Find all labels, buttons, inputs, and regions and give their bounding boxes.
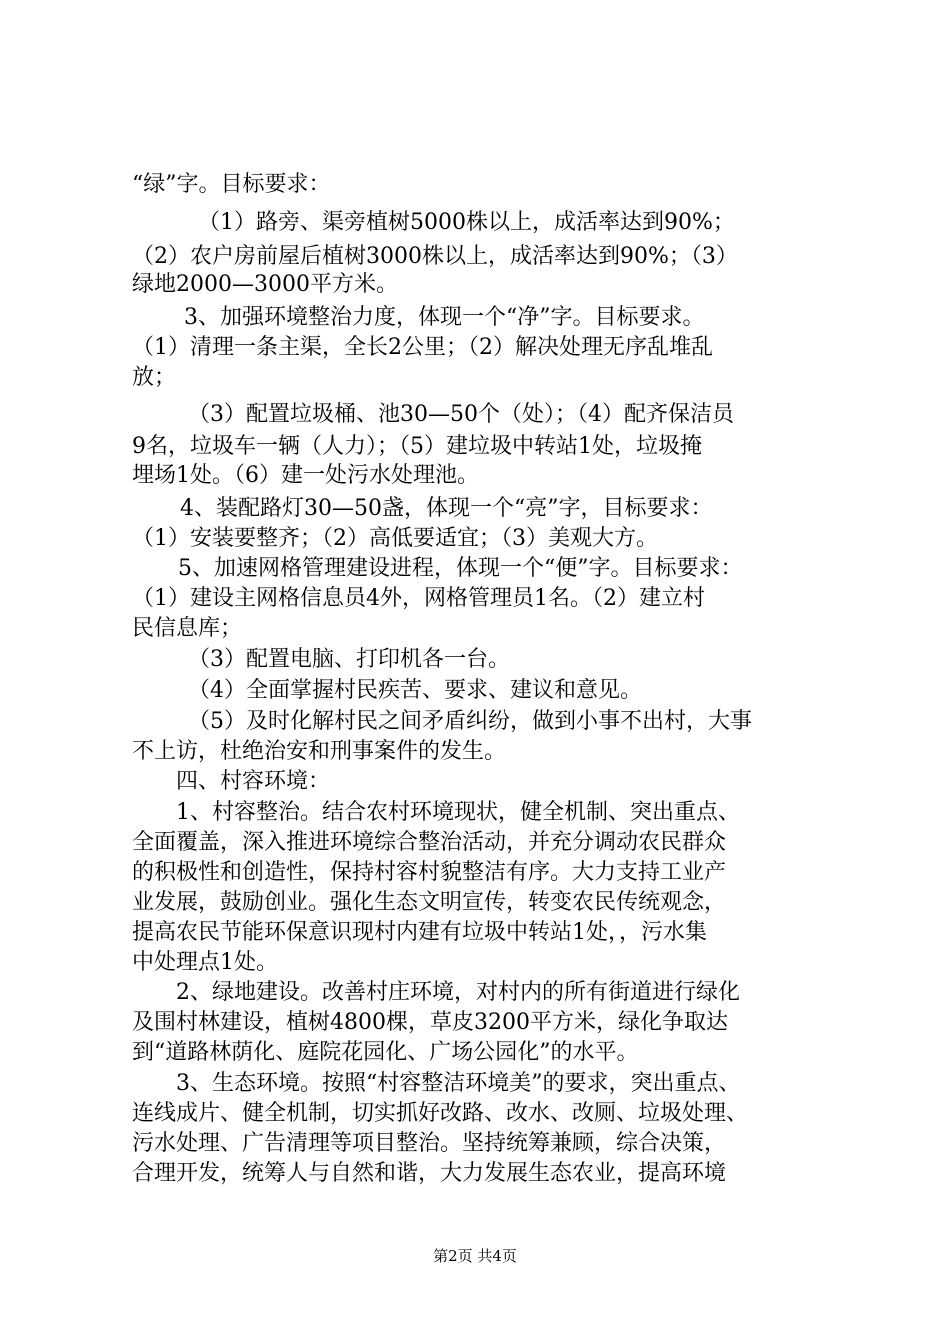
text-line: （3）配置电脑、打印机各一台。 bbox=[188, 647, 510, 672]
text-line: 合理开发，统筹人与自然和谐，大力发展生态农业，提高环境 bbox=[132, 1161, 727, 1186]
text-line: 到“道路林荫化、庭院花园化、广场公园化”的水平。 bbox=[132, 1040, 639, 1065]
text-line: 全面覆盖，深入推进环境综合整治活动，并充分调动农民群众 bbox=[132, 830, 727, 855]
text-line: 不上访，杜绝治安和刑事案件的发生。 bbox=[132, 739, 507, 764]
text-line: 业发展，鼓励创业。强化生态文明宣传，转变农民传统观念， bbox=[132, 890, 727, 915]
text-line: 污水处理、广告清理等项目整治。坚持统筹兼顾，综合决策， bbox=[132, 1131, 727, 1156]
text-line: （2）农户房前屋后植树3000株以上，成活率达到90%；（3） bbox=[132, 244, 738, 269]
text-line: 连线成片、健全机制，切实抓好改路、改水、改厕、垃圾处理、 bbox=[132, 1101, 749, 1126]
text-line: 中处理点1处。 bbox=[132, 950, 278, 975]
text-line: （1）建设主网格信息员4外，网格管理员1名。（2）建立村 bbox=[132, 586, 705, 611]
text-line: 4、装配路灯30—50盏，体现一个“亮”字，目标要求： bbox=[180, 496, 713, 521]
text-line: 埋场1处。（6）建一处污水处理池。 bbox=[132, 463, 479, 488]
text-line: 绿地2000—3000平方米。 bbox=[132, 272, 398, 297]
text-line: 提高农民节能环保意识现村内建有垃圾中转站1处，，污水集 bbox=[132, 920, 707, 945]
text-line: （1）路旁、渠旁植树5000株以上，成活率达到90%； bbox=[198, 210, 735, 235]
text-line: 及围村林建设，植树4800棵，草皮3200平方米，绿化争取达 bbox=[132, 1010, 728, 1035]
text-line: （4）全面掌握村民疾苦、要求、建议和意见。 bbox=[188, 678, 642, 703]
text-line: “绿”字。目标要求： bbox=[132, 172, 331, 197]
text-line: 3、生态环境。按照“村容整洁环境美”的要求，突出重点、 bbox=[176, 1071, 741, 1096]
text-line: 放； bbox=[132, 365, 177, 390]
text-line: 2、绿地建设。改善村庄环境，对村内的所有街道进行绿化 bbox=[176, 980, 740, 1005]
text-line: 1、村容整治。结合农村环境现状，健全机制、突出重点、 bbox=[176, 800, 740, 825]
text-line: （3）配置垃圾桶、池30—50个（处）；（4）配齐保洁员 bbox=[188, 402, 734, 427]
text-line: 3、加强环境整治力度，体现一个“净”字。目标要求。 bbox=[184, 305, 705, 330]
text-line: （5）及时化解村民之间矛盾纠纷，做到小事不出村，大事 bbox=[188, 709, 752, 734]
text-line: 四、村容环境： bbox=[176, 769, 331, 794]
text-line: 民信息库； bbox=[132, 616, 243, 641]
text-line: （1）安装要整齐；（2）高低要适宜；（3）美观大方。 bbox=[132, 526, 658, 551]
page-footer-label: 第2页 共4页 bbox=[433, 1247, 517, 1265]
text-line: 5、加速网格管理建设进程，体现一个“便”字。目标要求： bbox=[178, 556, 743, 581]
text-line: （1）清理一条主渠，全长2公里；（2）解决处理无序乱堆乱 bbox=[132, 335, 713, 360]
text-line: 9名，垃圾车一辆（人力）；（5）建垃圾中转站1处，垃圾掩 bbox=[132, 434, 702, 459]
text-line: 的积极性和创造性，保持村容村貌整洁有序。大力支持工业产 bbox=[132, 860, 727, 885]
